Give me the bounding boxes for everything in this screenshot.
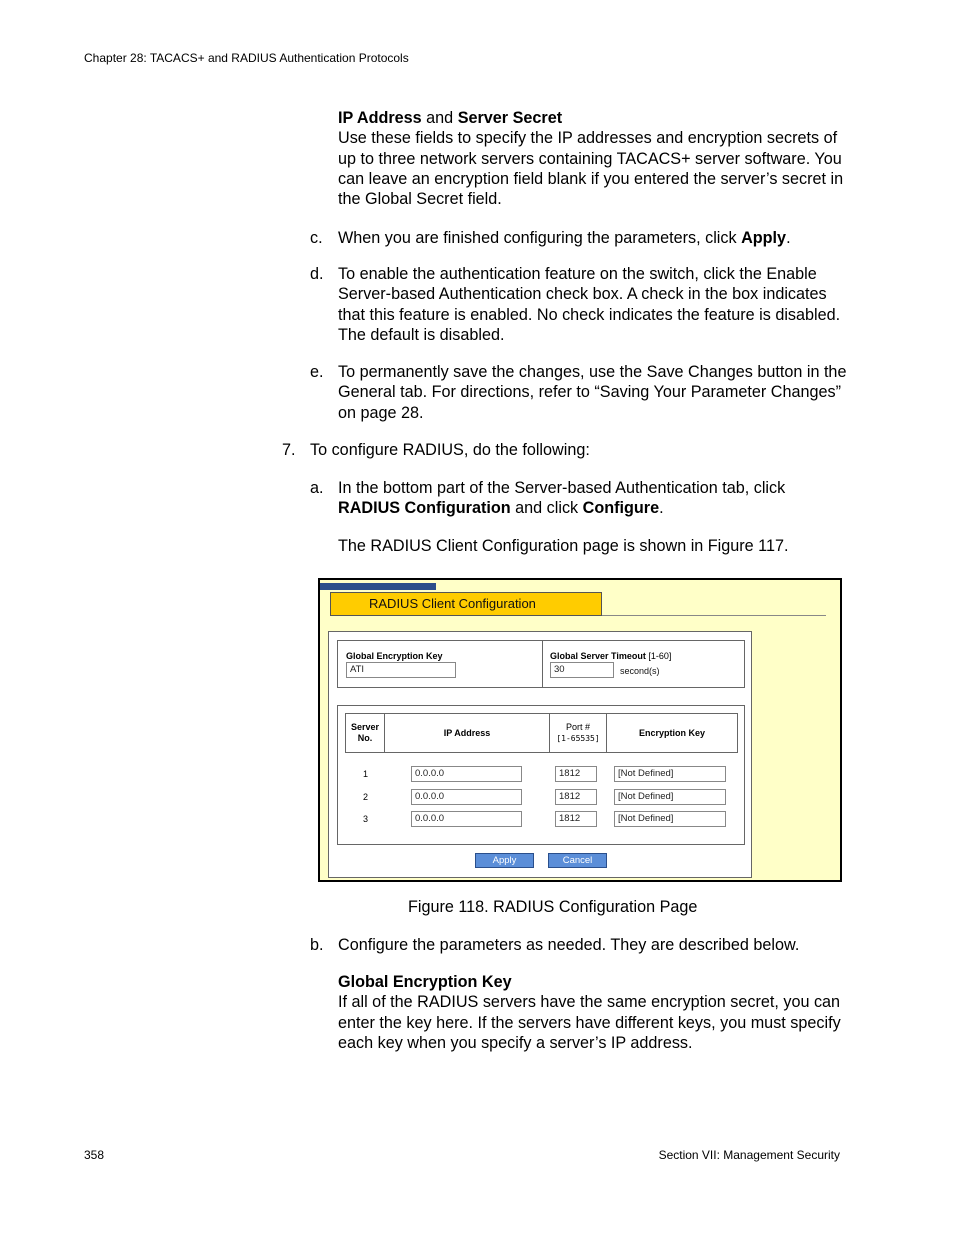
section-heading: IP Address and Server Secret	[338, 109, 563, 127]
step-7b: b. Configure the parameters as needed. They are described below.	[310, 936, 800, 954]
radius-config-figure	[318, 578, 842, 882]
timeout-unit: second(s)	[620, 666, 660, 676]
port-input[interactable]: 1812	[555, 766, 597, 782]
title-divider	[602, 615, 826, 616]
row-number: 3	[363, 814, 369, 824]
section-heading: Global Encryption Key	[338, 973, 512, 991]
ip-input[interactable]: 0.0.0.0	[411, 811, 522, 827]
col-ip-address: IP Address	[384, 714, 549, 752]
cancel-button[interactable]: Cancel	[548, 853, 607, 868]
step-7: 7. To configure RADIUS, do the following:	[282, 441, 590, 459]
port-input[interactable]: 1812	[555, 811, 597, 827]
figure-reference-note: The RADIUS Client Configuration page is shown in Figure 117.	[338, 536, 789, 555]
col-port: Port # [1-65535]	[549, 714, 606, 752]
section-body: Use these fields to specify the IP addresses and encryption secrets of up to three network servers containing TACACS+ server software. You can leave an encryption field blank if you entered the server’s secret in the Global Secret field.	[338, 129, 844, 209]
apply-button[interactable]: Apply	[475, 853, 534, 868]
row-number: 2	[363, 792, 369, 802]
page-title-tab: RADIUS Client Configuration	[330, 592, 602, 616]
figure-caption: Figure 118. RADIUS Configuration Page	[408, 898, 698, 916]
global-settings-box	[337, 640, 745, 688]
port-input[interactable]: 1812	[555, 789, 597, 805]
global-key-label: Global Encryption Key	[346, 651, 443, 661]
ip-input[interactable]: 0.0.0.0	[411, 789, 522, 805]
step-e: e. To permanently save the changes, use the Save Changes button in the General tab. For directions, refer to “Saving Your Parameter Changes” on page 28.	[310, 363, 847, 422]
global-encryption-key-section	[338, 972, 848, 1053]
window-top-bar	[320, 583, 436, 590]
step-d: d. To enable the authentication feature on the switch, click the Enable Server-based Authentication check box. A check in the box indicates that this feature is enabled. No check indicates the feature is disabled. The default is disabled.	[310, 265, 841, 344]
col-encryption-key: Encryption Key	[606, 714, 737, 752]
ip-input[interactable]: 0.0.0.0	[411, 766, 522, 782]
running-header: Chapter 28: TACACS+ and RADIUS Authentication Protocols	[84, 51, 409, 65]
section-body: If all of the RADIUS servers have the same encryption secret, you can enter the key here. If the servers have different keys, you must specify each key when you specify a server’s IP address.	[338, 993, 841, 1052]
row-number: 1	[363, 769, 369, 779]
timeout-label: Global Server Timeout [1-60]	[550, 651, 672, 661]
servers-table	[337, 705, 745, 845]
page-number: 358	[84, 1148, 105, 1162]
global-key-input[interactable]: ATI	[346, 662, 456, 678]
key-input[interactable]: [Not Defined]	[614, 811, 726, 827]
col-server-no: Server No.	[350, 722, 380, 743]
timeout-input[interactable]: 30	[550, 662, 614, 678]
table-header	[345, 713, 738, 753]
global-divider	[542, 641, 543, 687]
config-panel	[328, 631, 752, 878]
key-input[interactable]: [Not Defined]	[614, 766, 726, 782]
ip-address-server-secret-section	[338, 108, 848, 209]
step-7a: a. In the bottom part of the Server-based Authentication tab, click RADIUS Configuration and click Configure. The RADIUS Client Configuration page is shown in Figure 117.	[310, 478, 850, 556]
key-input[interactable]: [Not Defined]	[614, 789, 726, 805]
step-c: c. When you are finished configuring the parameters, click Apply.	[310, 229, 791, 247]
section-footer: Section VII: Management Security	[658, 1148, 840, 1162]
